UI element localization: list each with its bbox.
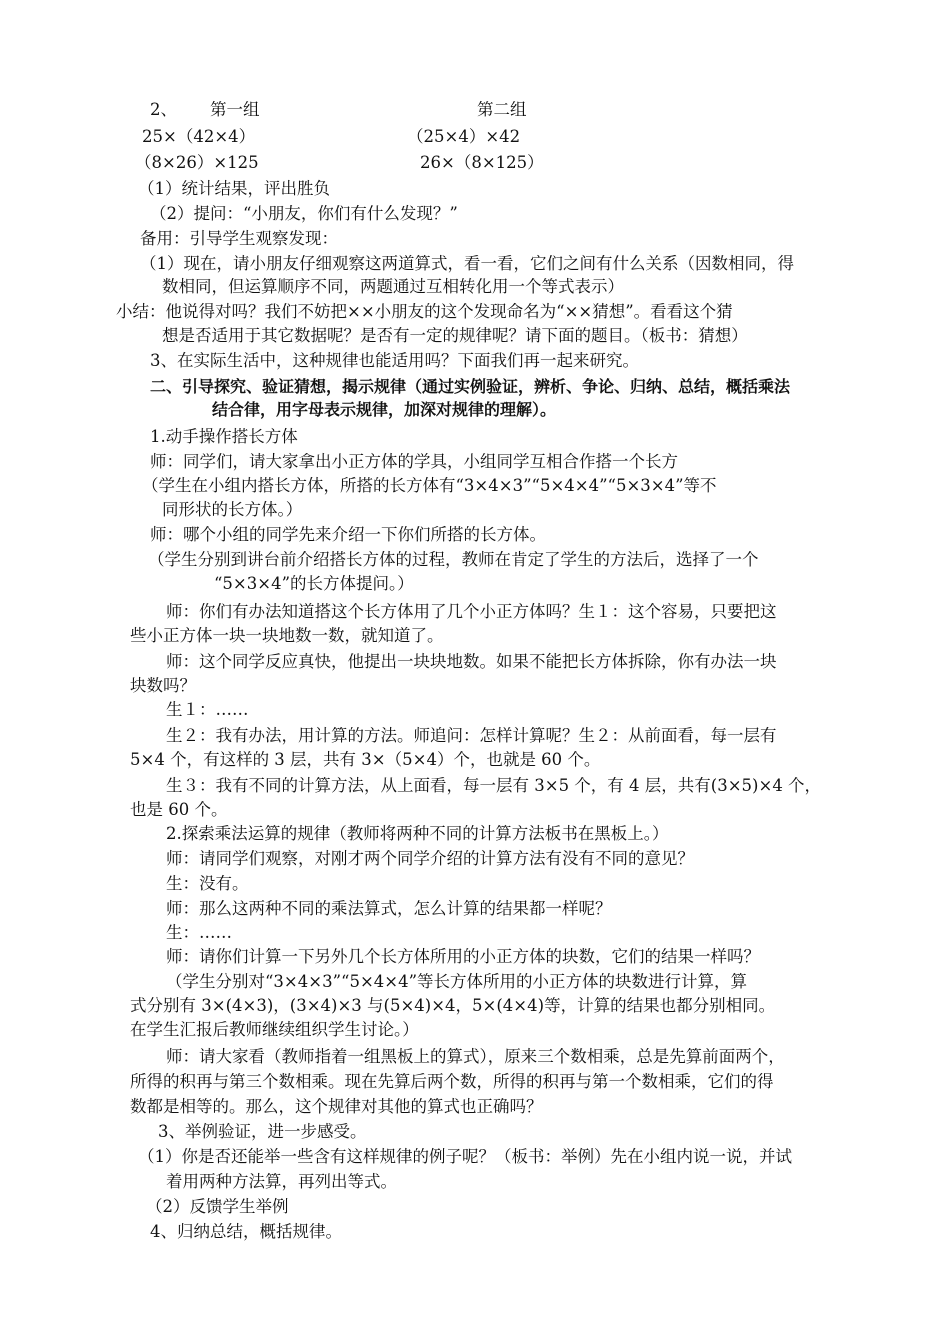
text-line: 师：哪个小组的同学先来介绍一下你们所搭的长方体。 [150, 525, 546, 544]
text-line: 师：这个同学反应真快，他提出一块块地数。如果不能把长方体拆除，你有办法一块 [166, 652, 777, 671]
group1-title: 第一组 [210, 100, 260, 119]
text-line: 师：请你们计算一下另外几个长方体所用的小正方体的块数，它们的结果一样吗？ [166, 947, 760, 966]
text-line: （2）反馈学生举例 [146, 1197, 289, 1216]
text-line: 备用：引导学生观察发现： [140, 229, 338, 248]
text-line: 生：…… [166, 923, 232, 942]
text-line: 师：请大家看（教师指着一组黑板上的算式），原来三个数相乘，总是先算前面两个， [166, 1047, 785, 1066]
text-line: 5×4 个，有这样的 3 层，共有 3×（5×4）个，也就是 60 个。 [130, 750, 601, 769]
group1-expression-2: （8×26）×125 [135, 153, 259, 172]
subsection-title: 1.动手操作搭长方体 [150, 427, 298, 446]
text-line: 生：没有。 [166, 874, 249, 893]
text-line: “5×3×4”的长方体提问。） [214, 574, 414, 593]
text-line: 式分别有 3×(4×3)，(3×4)×3 与(5×4)×4，5×(4×4)等，计算的结果也都分别相同。 [130, 996, 776, 1015]
text-line: （学生分别对“3×4×3”“5×4×4”等长方体所用的小正方体的块数进行计算，算 [166, 972, 748, 991]
text-line: 生３：我有不同的计算方法，从上面看，每一层有 3×5 个，有 4 层，共有(3×5)×4 个， [166, 776, 822, 795]
text-line: 同形状的长方体。） [162, 500, 303, 519]
text-line: （学生分别到讲台前介绍搭长方体的过程，教师在肯定了学生的方法后，选择了一个 [148, 550, 759, 569]
text-line: 数相同，但运算顺序不同，两题通过互相转化用一个等式表示） [162, 277, 624, 296]
group2-expression-1: （25×4）×42 [407, 127, 521, 146]
group-number: 2、 [150, 100, 177, 119]
text-line: 所得的积再与第三个数相乘。现在先算后两个数，所得的积再与第一个数相乘，它们的得 [130, 1072, 774, 1091]
summary-line: 想是否适用于其它数据呢？是否有一定的规律呢？请下面的题目。（板书：猜想） [162, 326, 748, 345]
text-line: 些小正方体一块一块地数一数，就知道了。 [130, 626, 444, 645]
text-line: 数都是相等的。那么，这个规律对其他的算式也正确吗？ [130, 1097, 543, 1116]
text-line: （2）提问：“小朋友，你们有什么发现？” [150, 204, 458, 223]
summary-line: 小结：他说得对吗？我们不妨把××小朋友的这个发现命名为“××猜想”。看看这个猜 [116, 302, 733, 321]
text-line: （学生在小组内搭长方体，所搭的长方体有“3×4×3”“5×4×4”“5×3×4”等不 [142, 476, 717, 495]
text-line: 着用两种方法算，再列出等式。 [166, 1172, 397, 1191]
text-line: 生１：…… [166, 700, 249, 719]
subsection-title: 3、举例验证，进一步感受。 [158, 1122, 367, 1141]
section-heading: 二、引导探究、验证猜想，揭示规律（通过实例验证，辨析、争论、归纳、总结，概括乘法 [150, 377, 791, 396]
text-line: （1）现在，请小朋友仔细观察这两道算式，看一看，它们之间有什么关系（因数相同，得 [140, 254, 794, 273]
subsection-title: 2.探索乘法运算的规律（教师将两种不同的计算方法板书在黑板上。） [166, 824, 669, 843]
text-line: 生２：我有办法，用计算的方法。师追问：怎样计算呢？生２：从前面看，每一层有 [166, 726, 777, 745]
text-line: 师：那么这两种不同的乘法算式，怎么计算的结果都一样呢？ [166, 899, 612, 918]
text-line: 师：你们有办法知道搭这个长方体用了几个小正方体吗？生１：这个容易，只要把这 [166, 602, 777, 621]
text-line: （1）统计结果，评出胜负 [138, 179, 330, 198]
text-line: 师：请同学们观察，对刚才两个同学介绍的计算方法有没有不同的意见？ [166, 849, 694, 868]
group2-expression-2: 26×（8×125） [420, 153, 544, 172]
text-line: 在学生汇报后教师继续组织学生讨论。） [130, 1020, 419, 1039]
text-line: （1）你是否还能举一些含有这样规律的例子呢？（板书：举例）先在小组内说一说，并试 [138, 1147, 792, 1166]
text-line: 师：同学们，请大家拿出小正方体的学具，小组同学互相合作搭一个长方 [150, 452, 678, 471]
group2-title: 第二组 [477, 100, 527, 119]
subsection-title: 4、归纳总结，概括规律。 [150, 1222, 342, 1241]
text-line: 3、在实际生活中，这种规律也能适用吗？下面我们再一起来研究。 [150, 351, 639, 370]
text-line: 块数吗？ [130, 676, 196, 695]
group1-expression-1: 25×（42×4） [142, 127, 256, 146]
section-heading-cont: 结合律，用字母表示规律，加深对规律的理解）。 [212, 400, 557, 419]
text-line: 也是 60 个。 [130, 800, 228, 819]
